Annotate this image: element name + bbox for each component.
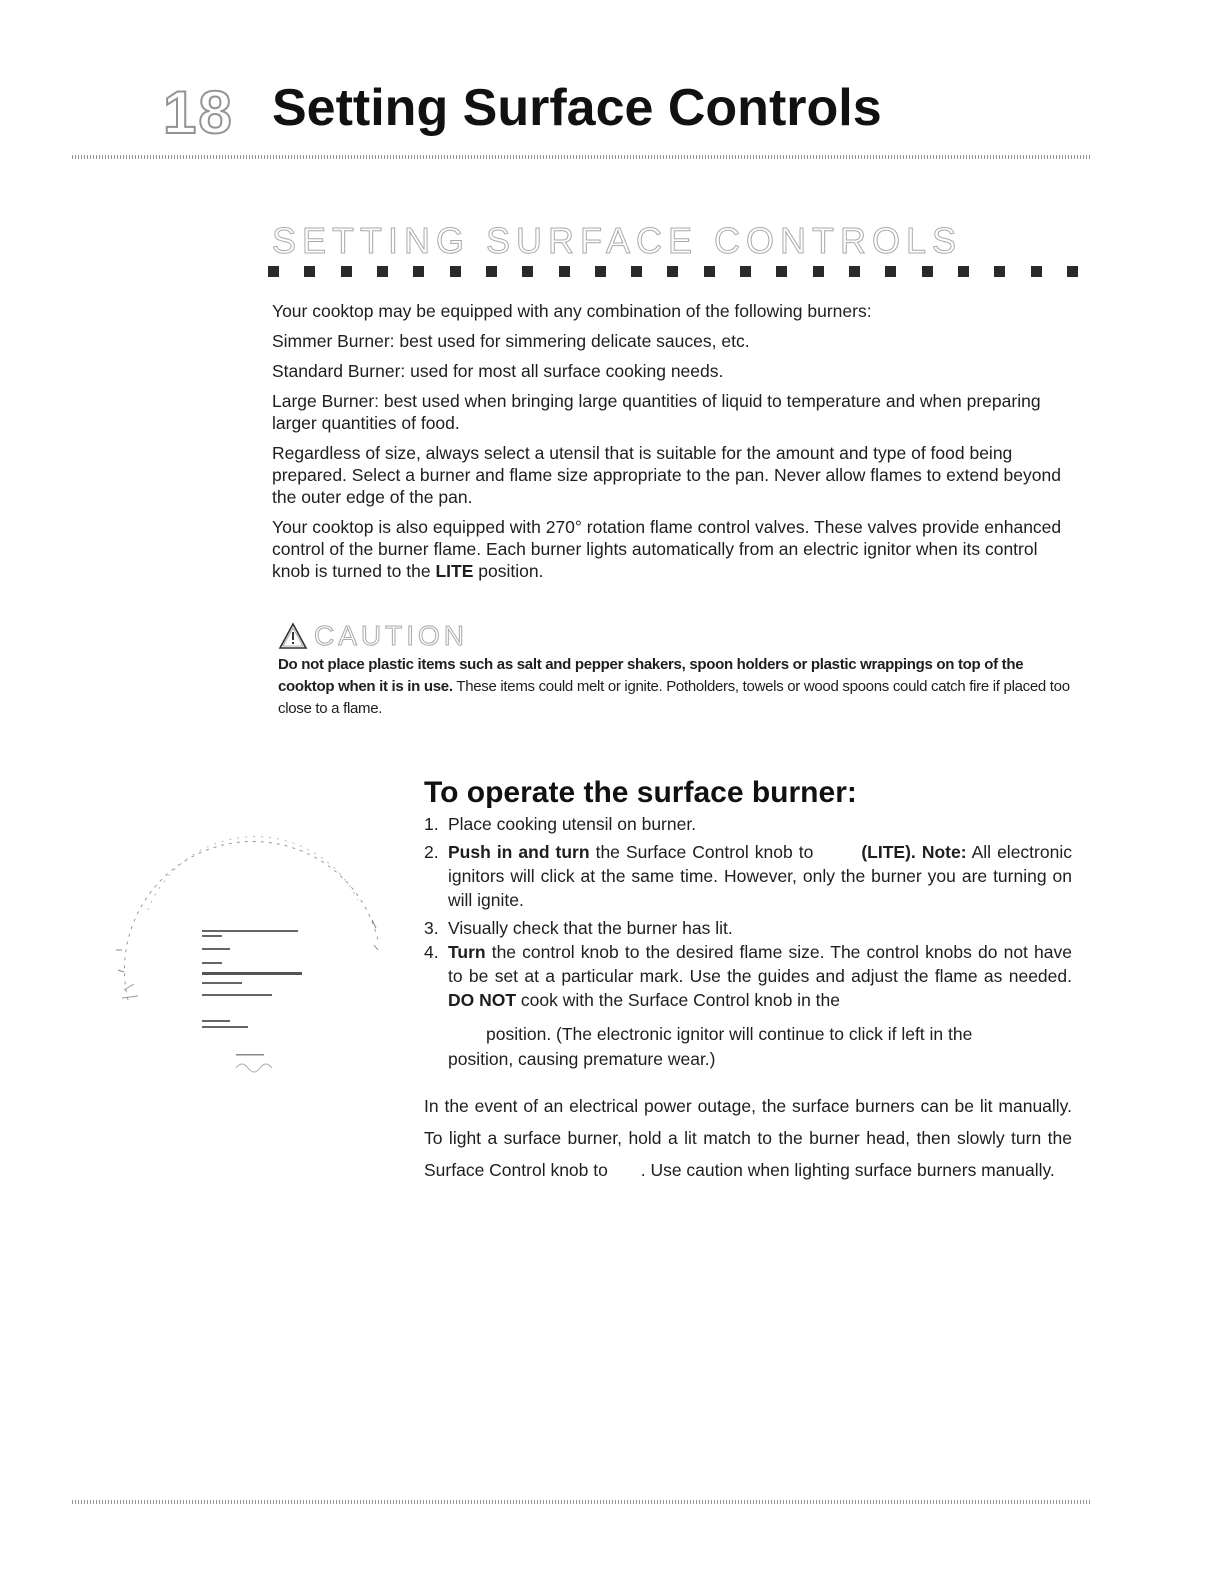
simmer-burner-text: Simmer Burner: best used for simmering delicate sauces, etc. (272, 331, 750, 351)
intro-paragraph: Your cooktop may be equipped with any combination of the following burners: (272, 301, 872, 321)
valve-text: Your cooktop is also equipped with 270° rotation flame control valves. These valves provide enhanced control of the burner flame. Each burner lights automatically from an electric ignitor when its control knob is turned to the LITE position. (272, 517, 1062, 581)
list-item: 4. Turn the control knob to the desired flame size. The control knobs do not have to be set at a particular mark. Use the guides and adjust the flame as needed. DO NOT cook with the Surface Control knob in the (424, 942, 1072, 1010)
caution-text: Do not place plastic items such as salt and pepper shakers, spoon holders or plastic wrappings on top of the cooktop when it is in use. These items could melt or ignite. Potholders, towels or wood spoons could catch fire if placed too close to a flame. (278, 656, 1070, 717)
caution-heading (278, 620, 468, 652)
standard-burner-text: Standard Burner: used for most all surface cooking needs. (272, 361, 724, 381)
section-heading: SETTING SURFACE CONTROLS (272, 220, 963, 261)
utensil-advice-text: Regardless of size, always select a utensil that is suitable for the amount and type of food being prepared. Select a burner and flame size appropriate to the pan. Never allow flames to extend beyond the outer edge of the pan. (272, 443, 1061, 507)
lite-label: LITE (435, 561, 474, 581)
large-burner-text: Large Burner: best used when bringing large quantities of liquid to temperature and when preparing larger quantities of food. (272, 391, 1041, 433)
page-title: Setting Surface Controls (272, 79, 882, 137)
operate-heading: To operate the surface burner: (424, 776, 857, 809)
header-divider (72, 155, 1090, 159)
page-number: 18 (163, 79, 234, 146)
caution-label: CAUTION (314, 620, 468, 651)
square-bullet-divider (268, 266, 1078, 278)
control-knob-illustration (108, 800, 398, 1100)
intro-text (272, 300, 1072, 590)
step4-continuation: position. (The electronic ignitor will continue to click if left in the position, causing premature wear.) (448, 1024, 973, 1069)
list-item: 3. Visually check that the burner has lit. (424, 918, 733, 938)
power-outage-text: In the event of an electrical power outage, the surface burners can be lit manually. To light a surface burner, hold a lit match to the burner head, then slowly turn the Surface Control knob to . Use caution when lighting surface burners manually. (424, 1096, 1072, 1180)
list-item: 1. Place cooking utensil on burner. (424, 814, 697, 834)
operate-steps-list (424, 812, 1072, 1016)
footer-divider (72, 1500, 1090, 1504)
list-item: 2. Push in and turn the Surface Control knob to (LITE). Note: All electronic ignitors will click at the same time. However, only the burner you are turning on will ignite. (424, 842, 1072, 910)
warning-triangle-icon (278, 622, 308, 650)
